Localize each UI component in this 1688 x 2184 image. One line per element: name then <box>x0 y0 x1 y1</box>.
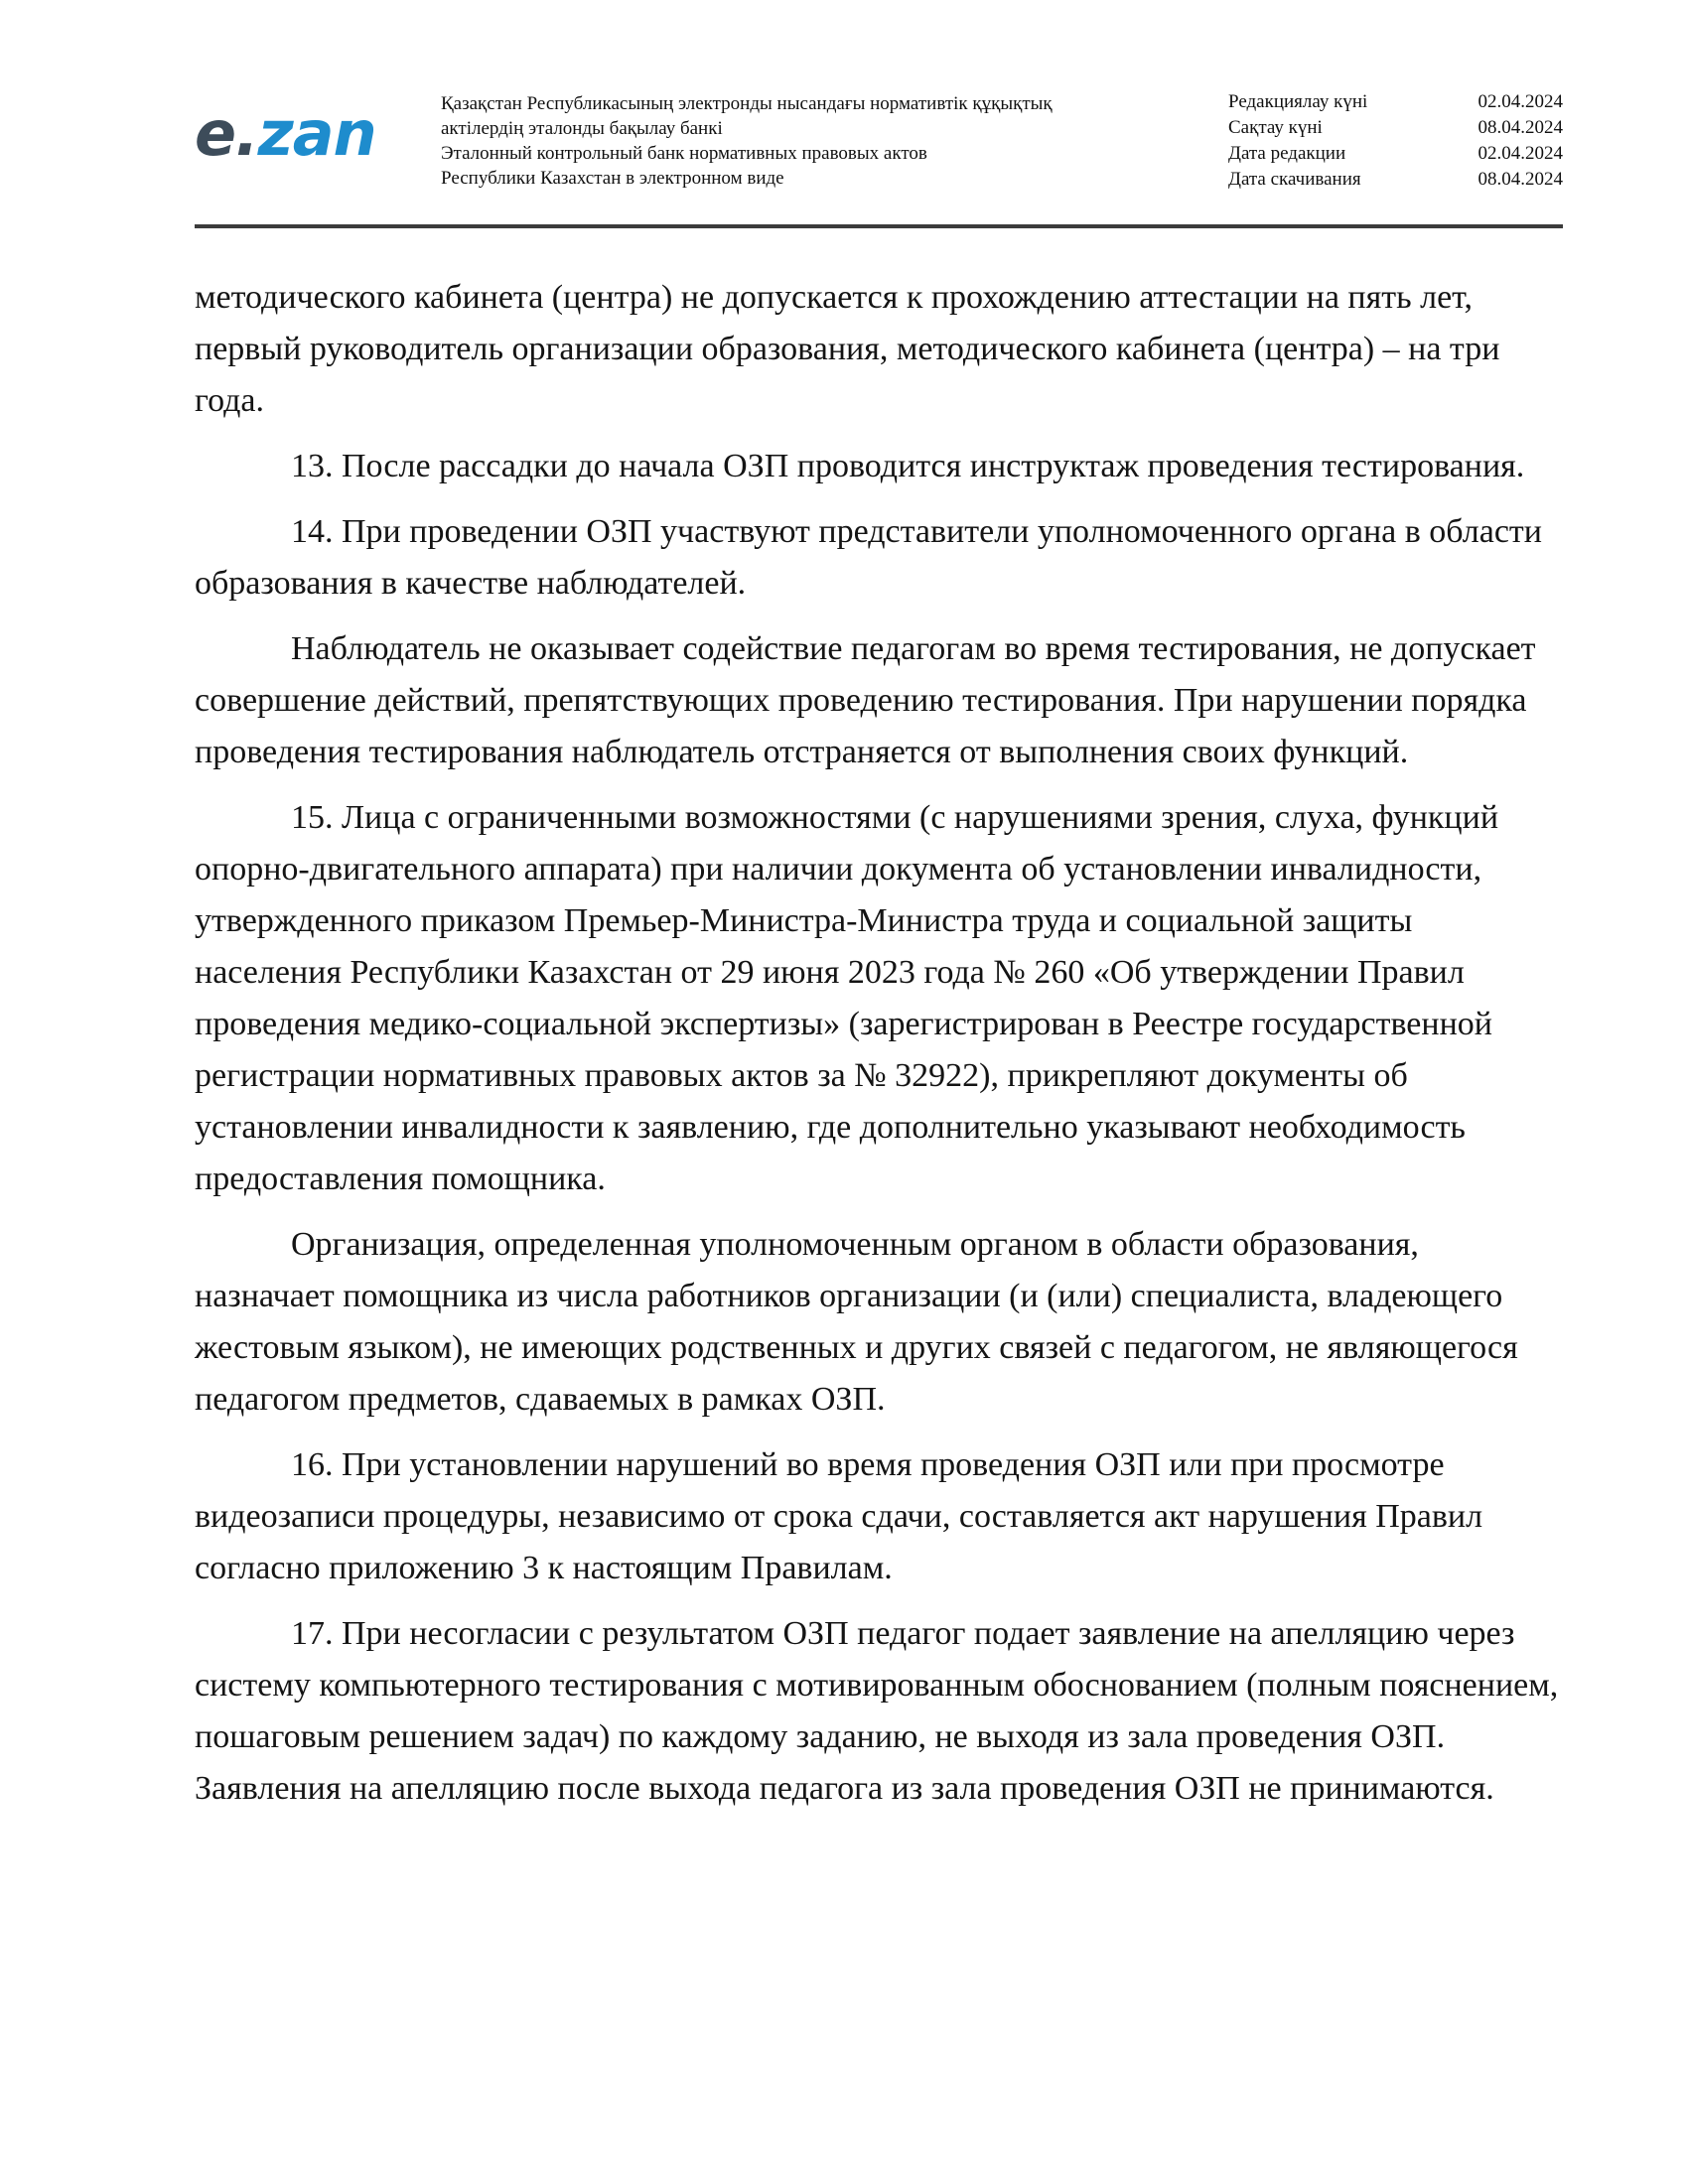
document-body <box>195 272 1565 1829</box>
date-label: Сақтау күні <box>1228 117 1323 138</box>
date-value: 08.04.2024 <box>1477 169 1563 190</box>
date-row-edit-ru <box>1228 141 1563 167</box>
logo-zan-text: zan <box>257 97 376 170</box>
header-divider <box>195 224 1563 228</box>
date-label: Редакциялау күні <box>1228 91 1368 112</box>
date-label: Дата редакции <box>1228 143 1346 164</box>
page-header <box>195 87 1563 218</box>
paragraph-continuation: методического кабинета (центра) не допускается к прохождению аттестации на пять лет, первый руководитель организации образования, методического кабинета (центра) – на три года. <box>195 279 1500 419</box>
document-dates <box>1228 89 1563 193</box>
paragraph-observer: Наблюдатель не оказывает содействие педагогам во время тестирования, не допускает совершение действий, препятствующих проведению тестирования. При нарушении порядка проведения тестирования наблюдатель отстраняется от выполнения своих функций. <box>195 630 1536 770</box>
bank-title-line: Республики Казахстан в электронном виде <box>441 168 784 189</box>
bank-title <box>441 91 1196 191</box>
date-value: 02.04.2024 <box>1477 143 1563 164</box>
date-value: 08.04.2024 <box>1477 117 1563 138</box>
date-row-save-kz <box>1228 115 1563 141</box>
logo-e-text: e. <box>195 97 258 170</box>
paragraph-item-14: 14. При проведении ОЗП участвуют представители уполномоченного органа в области образования в качестве наблюдателей. <box>195 513 1542 602</box>
paragraph-item-16: 16. При установлении нарушений во время проведения ОЗП или при просмотре видеозаписи процедуры, независимо от срока сдачи, составляется акт нарушения Правил согласно приложению 3 к настоящим Правилам. <box>195 1446 1483 1586</box>
bank-title-line: Қазақстан Республикасының электронды нысандағы нормативтік құқықтық <box>441 93 1053 114</box>
bank-title-line: актілердің эталонды бақылау банкі <box>441 118 723 139</box>
ezan-logo <box>195 97 376 170</box>
date-row-download-ru <box>1228 167 1563 193</box>
date-value: 02.04.2024 <box>1477 91 1563 112</box>
date-row-edit-kz <box>1228 89 1563 115</box>
paragraph-item-17: 17. При несогласии с результатом ОЗП педагог подает заявление на апелляцию через систему компьютерного тестирования с мотивированным обоснованием (полным пояснением, пошаговым решением задач) по каждому заданию, не выходя из зала проведения ОЗП. Заявления на апелляцию после выхода педагога из зала проведения ОЗП не принимаются. <box>195 1615 1559 1807</box>
bank-title-line: Эталонный контрольный банк нормативных правовых актов <box>441 143 927 164</box>
date-label: Дата скачивания <box>1228 169 1361 190</box>
paragraph-organization: Организация, определенная уполномоченным органом в области образования, назначает помощника из числа работников организации (и (или) специалиста, владеющего жестовым языком), не имеющих родственных и других связей с педагогом, не являющегося педагогом предметов, сдаваемых в рамках ОЗП. <box>195 1226 1518 1418</box>
paragraph-item-15: 15. Лица с ограниченными возможностями (с нарушениями зрения, слуха, функций опорно-двигательного аппарата) при наличии документа об установлении инвалидности, утвержденного приказом Премьер-Министра-Министра труда и социальной защиты населения Республики Казахстан от 29 июня 2023 года № 260 «Об утверждении Правил проведения медико-социальной экспертизы» (зарегистрирован в Реестре государственной регистрации нормативных правовых актов за № 32922), прикрепляют документы об установлении инвалидности к заявлению, где дополнительно указывают необходимость предоставления помощника. <box>195 799 1499 1197</box>
paragraph-item-13: 13. После рассадки до начала ОЗП проводится инструктаж проведения тестирования. <box>291 448 1525 484</box>
